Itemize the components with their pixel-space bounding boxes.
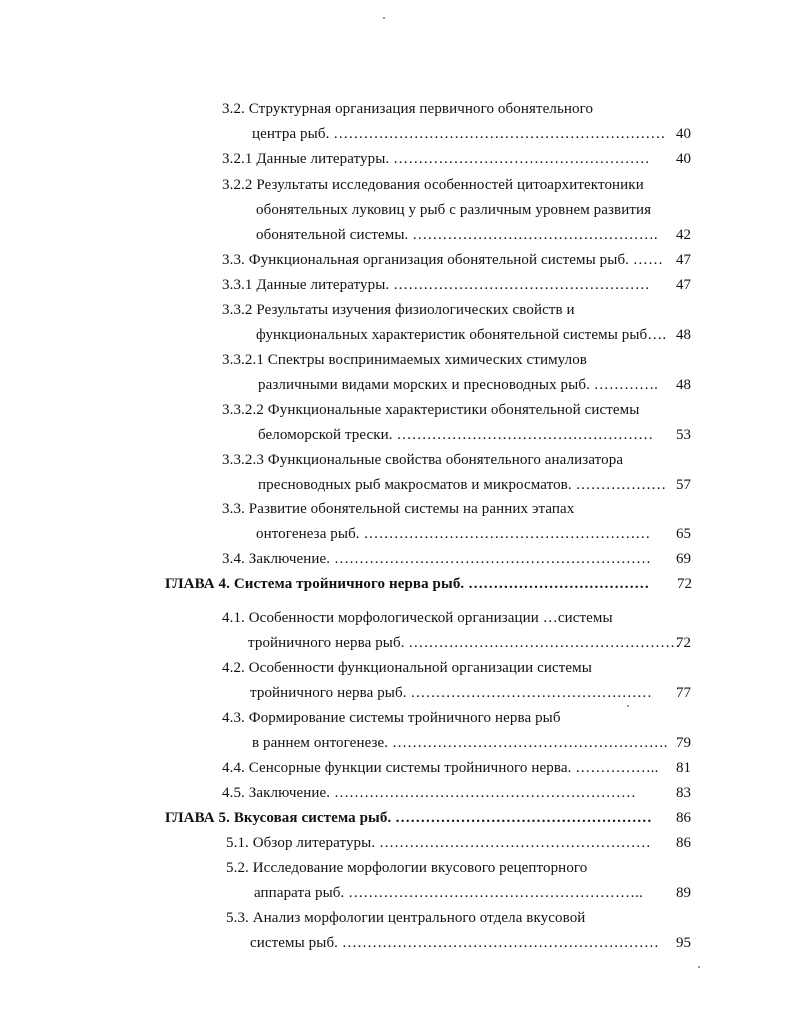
toc-page-number: 65: [676, 526, 691, 542]
toc-page-number: 79: [676, 735, 691, 751]
toc-page-number: 86: [676, 835, 691, 851]
toc-page-number: 81: [676, 760, 691, 776]
toc-line: обонятельных луковиц у рыб с различным уровнем развития: [256, 202, 652, 218]
scan-speck: [698, 966, 700, 968]
toc-line: 4.4. Сенсорные функции системы тройничного нерва. ……………..: [222, 760, 659, 776]
toc-line: пресноводных рыб макросматов и микросматов. ………………: [258, 477, 667, 493]
toc-line: 3.3. Функциональная организация обонятельной системы рыб. ……: [222, 252, 664, 268]
toc-line: 5.1. Обзор литературы. ………………………………………………: [226, 835, 651, 851]
toc-page-number: 40: [676, 126, 691, 142]
toc-line: обонятельной системы. ………………………………………….: [256, 227, 658, 243]
toc-line: 4.3. Формирование системы тройничного нерва рыб: [222, 710, 561, 726]
toc-line: тройничного нерва рыб. ………………………………………………: [248, 635, 681, 651]
toc-line: 3.3.2.3 Функциональные свойства обонятельного анализатора: [222, 452, 624, 468]
toc-line: 4.1. Особенности морфологической организации …системы: [222, 610, 613, 626]
toc-line: 3.2.2 Результаты исследования особенностей цитоархитектоники: [222, 177, 644, 193]
toc-line: беломорской трески. ……………………………………………: [258, 427, 654, 443]
scan-speck: [383, 17, 385, 19]
toc-page-number: 47: [676, 277, 691, 293]
toc-line: 3.2.1 Данные литературы. ……………………………………………: [222, 151, 650, 167]
chapter-heading: ГЛАВА 5. Вкусовая система рыб. ……………………………………………: [165, 810, 652, 826]
scan-speck: [627, 705, 629, 707]
toc-page-number: 53: [676, 427, 691, 443]
toc-line: 3.4. Заключение. ………………………………………………………: [222, 551, 652, 567]
toc-page-number: 69: [676, 551, 691, 567]
toc-line: 3.3.1 Данные литературы. ……………………………………………: [222, 277, 650, 293]
toc-line: 4.5. Заключение. ……………………………………………………: [222, 785, 636, 801]
toc-line: 3.3.2.1 Спектры воспринимаемых химических стимулов: [222, 352, 587, 368]
toc-page-number: 47: [676, 252, 691, 268]
toc-page-number: 48: [676, 327, 691, 343]
chapter-heading: ГЛАВА 4. Система тройничного нерва рыб. ………………………………: [165, 576, 650, 592]
toc-line: 3.3. Развитие обонятельной системы на ранних этапах: [222, 501, 575, 517]
toc-line: системы рыб. ………………………………………………………: [250, 935, 659, 951]
toc-line: центра рыб. …………………………………………………………: [252, 126, 666, 142]
toc-page-number: 77: [676, 685, 691, 701]
toc-page-number: 48: [676, 377, 691, 393]
toc-page-number: 42: [676, 227, 691, 243]
toc-line: различными видами морских и пресноводных рыб. ………….: [258, 377, 659, 393]
toc-page-number: 95: [676, 935, 691, 951]
toc-page-number: 57: [676, 477, 691, 493]
toc-page-number: 72: [677, 576, 692, 592]
toc-page-number: 40: [676, 151, 691, 167]
toc-page-number: 83: [676, 785, 691, 801]
toc-line: 5.3. Анализ морфологии центрального отдела вкусовой: [226, 910, 586, 926]
toc-page-number: 72: [676, 635, 691, 651]
toc-line: онтогенеза рыб. …………………………………………………: [256, 526, 651, 542]
toc-line: функциональных характеристик обонятельной системы рыб….: [256, 327, 667, 343]
toc-line: тройничного нерва рыб. …………………………………………: [250, 685, 653, 701]
toc-line: 4.2. Особенности функциональной организации системы: [222, 660, 592, 676]
toc-line: 3.2. Структурная организация первичного обонятельного: [222, 101, 594, 117]
toc-line: в раннем онтогенезе. ……………………………………………….: [252, 735, 668, 751]
toc-line: аппарата рыб. …………………………………………………..: [254, 885, 643, 901]
toc-line: 3.3.2 Результаты изучения физиологических свойств и: [222, 302, 575, 318]
toc-line: 5.2. Исследование морфологии вкусового рецепторного: [226, 860, 588, 876]
toc-page-number: 89: [676, 885, 691, 901]
toc-page-number: 86: [676, 810, 691, 826]
toc-line: 3.3.2.2 Функциональные характеристики обонятельной системы: [222, 402, 640, 418]
